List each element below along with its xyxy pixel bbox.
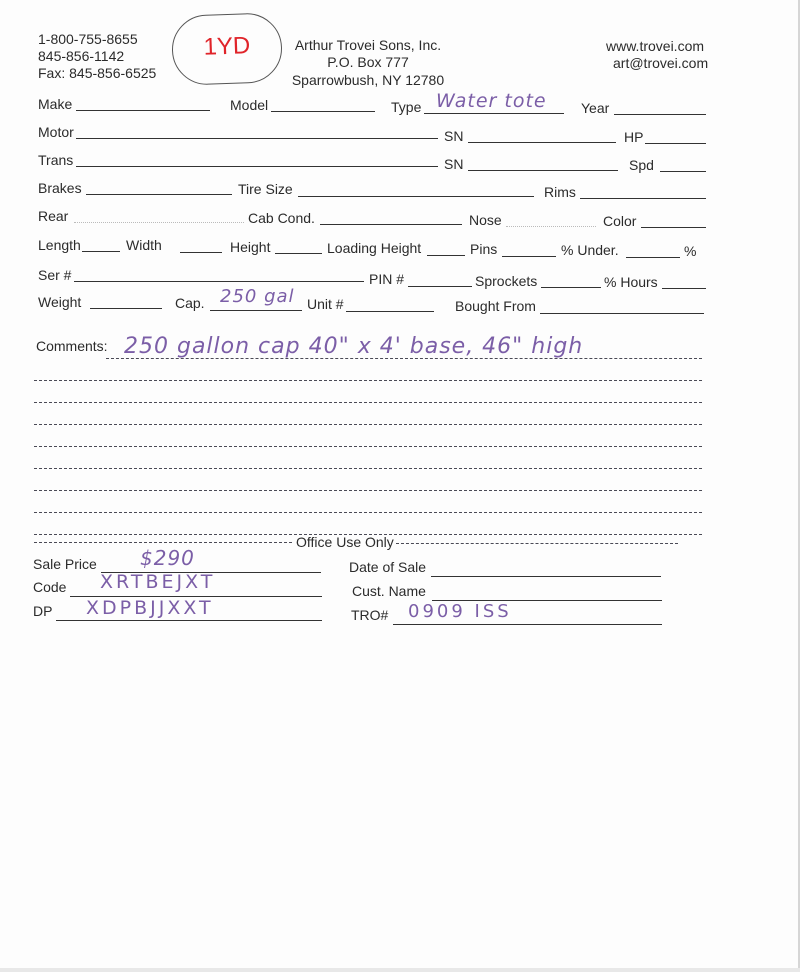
bought-from-line [540,313,704,314]
weight-label: Weight [38,294,82,310]
bought-from-label: Bought From [455,298,536,314]
handwritten-tag [171,12,283,86]
date-of-sale-label: Date of Sale [349,559,427,575]
tro-value: 0909 ISS [408,601,512,622]
dp-label: DP [33,603,53,619]
sale-price-value: $290 [140,546,195,570]
code-value: XRTBEJXT [100,571,216,593]
model-label: Model [230,97,269,113]
brakes-label: Brakes [38,180,82,196]
rear-line [74,222,244,223]
length-label: Length [38,237,81,253]
ser-line [74,281,364,282]
dp-value: XDPBJJXXT [86,597,214,619]
motor-label: Motor [38,124,74,140]
comment-line-8 [34,512,702,513]
cap-label: Cap. [175,295,205,311]
make-line [76,110,210,111]
hp-line [645,143,706,144]
hp-label: HP [624,129,644,145]
loading-height-label: Loading Height [327,240,422,256]
rims-line [580,198,706,199]
trans-line [76,166,438,167]
pin-line [408,286,472,287]
comments-value: 250 gallon cap 40" x 4' base, 46" high [124,334,584,359]
nose-line [506,226,596,227]
tire-size-label: Tire Size [238,181,293,197]
trans-label: Trans [38,152,74,168]
phone-number: 1-800-755-8655 [38,31,138,47]
office-divider-right [396,543,678,544]
rims-label: Rims [544,184,576,200]
comment-line-6 [34,468,702,469]
fax-number: Fax: 845-856-6525 [38,65,157,81]
spd-label: Spd [629,157,654,173]
tire-size-line [298,196,534,197]
length-line [82,251,120,252]
tag-text: 1YD [203,32,251,61]
year-line [614,114,706,115]
company-name: Arthur Trovei Sons, Inc. [294,37,442,53]
color-label: Color [603,213,637,229]
model-line [271,111,375,112]
unit-label: Unit # [307,296,344,312]
sprockets-label: Sprockets [475,273,538,289]
comments-label: Comments: [36,338,108,354]
pin-label: PIN # [369,271,405,287]
code-label: Code [33,579,67,595]
sn-label: SN [444,128,464,144]
sn-line [468,142,616,143]
sale-price-label: Sale Price [33,556,97,572]
comment-line-5 [34,446,702,447]
loading-height-line [427,255,465,256]
pct-under-line [626,257,680,258]
pct-label: % [684,243,697,259]
cab-cond-line [320,224,462,225]
tro-label: TRO# [351,607,389,623]
phone-number-2: 845-856-1142 [38,48,125,64]
color-line [641,227,706,228]
year-label: Year [581,100,610,116]
make-label: Make [38,96,73,112]
cab-cond-label: Cab Cond. [248,210,315,226]
height-label: Height [230,239,271,255]
spd-line [660,171,706,172]
tro-line [393,624,662,625]
website: www.trovei.com [606,38,705,54]
comment-line-7 [34,490,702,491]
cap-line [210,310,302,311]
comment-line-4 [34,424,702,425]
type-line [424,113,564,114]
type-value: Water tote [436,90,547,112]
sn2-line [468,170,618,171]
comment-line-2 [34,380,702,381]
motor-line [76,138,438,139]
cap-value: 250 gal [220,286,295,307]
type-label: Type [391,99,422,115]
date-of-sale-line [431,576,661,577]
height-line [275,253,322,254]
weight-line [90,308,162,309]
rear-label: Rear [38,208,69,224]
pins-line [502,256,556,257]
dp-line [56,620,322,621]
ser-label: Ser # [38,267,72,283]
pins-label: Pins [470,241,498,257]
cust-name-label: Cust. Name [352,583,426,599]
unit-line [346,311,434,312]
email: art@trovei.com [613,55,709,71]
comment-line-3 [34,402,702,403]
sn2-label: SN [444,156,464,172]
brakes-line [86,194,232,195]
width-label: Width [126,237,162,253]
pct-hours-label: % Hours [604,274,658,290]
pct-under-label: % Under. [561,242,619,258]
page-bottom-edge [0,968,800,972]
sprockets-line [541,287,601,288]
width-line [180,252,222,253]
pct-hours-line [662,288,706,289]
nose-label: Nose [469,212,502,228]
comment-line-1 [106,358,702,359]
office-use-heading: Office Use Only [296,534,394,550]
company-pobox: P.O. Box 777 [327,54,409,70]
office-divider-left [34,542,292,543]
company-city: Sparrowbush, NY 12780 [291,72,445,88]
